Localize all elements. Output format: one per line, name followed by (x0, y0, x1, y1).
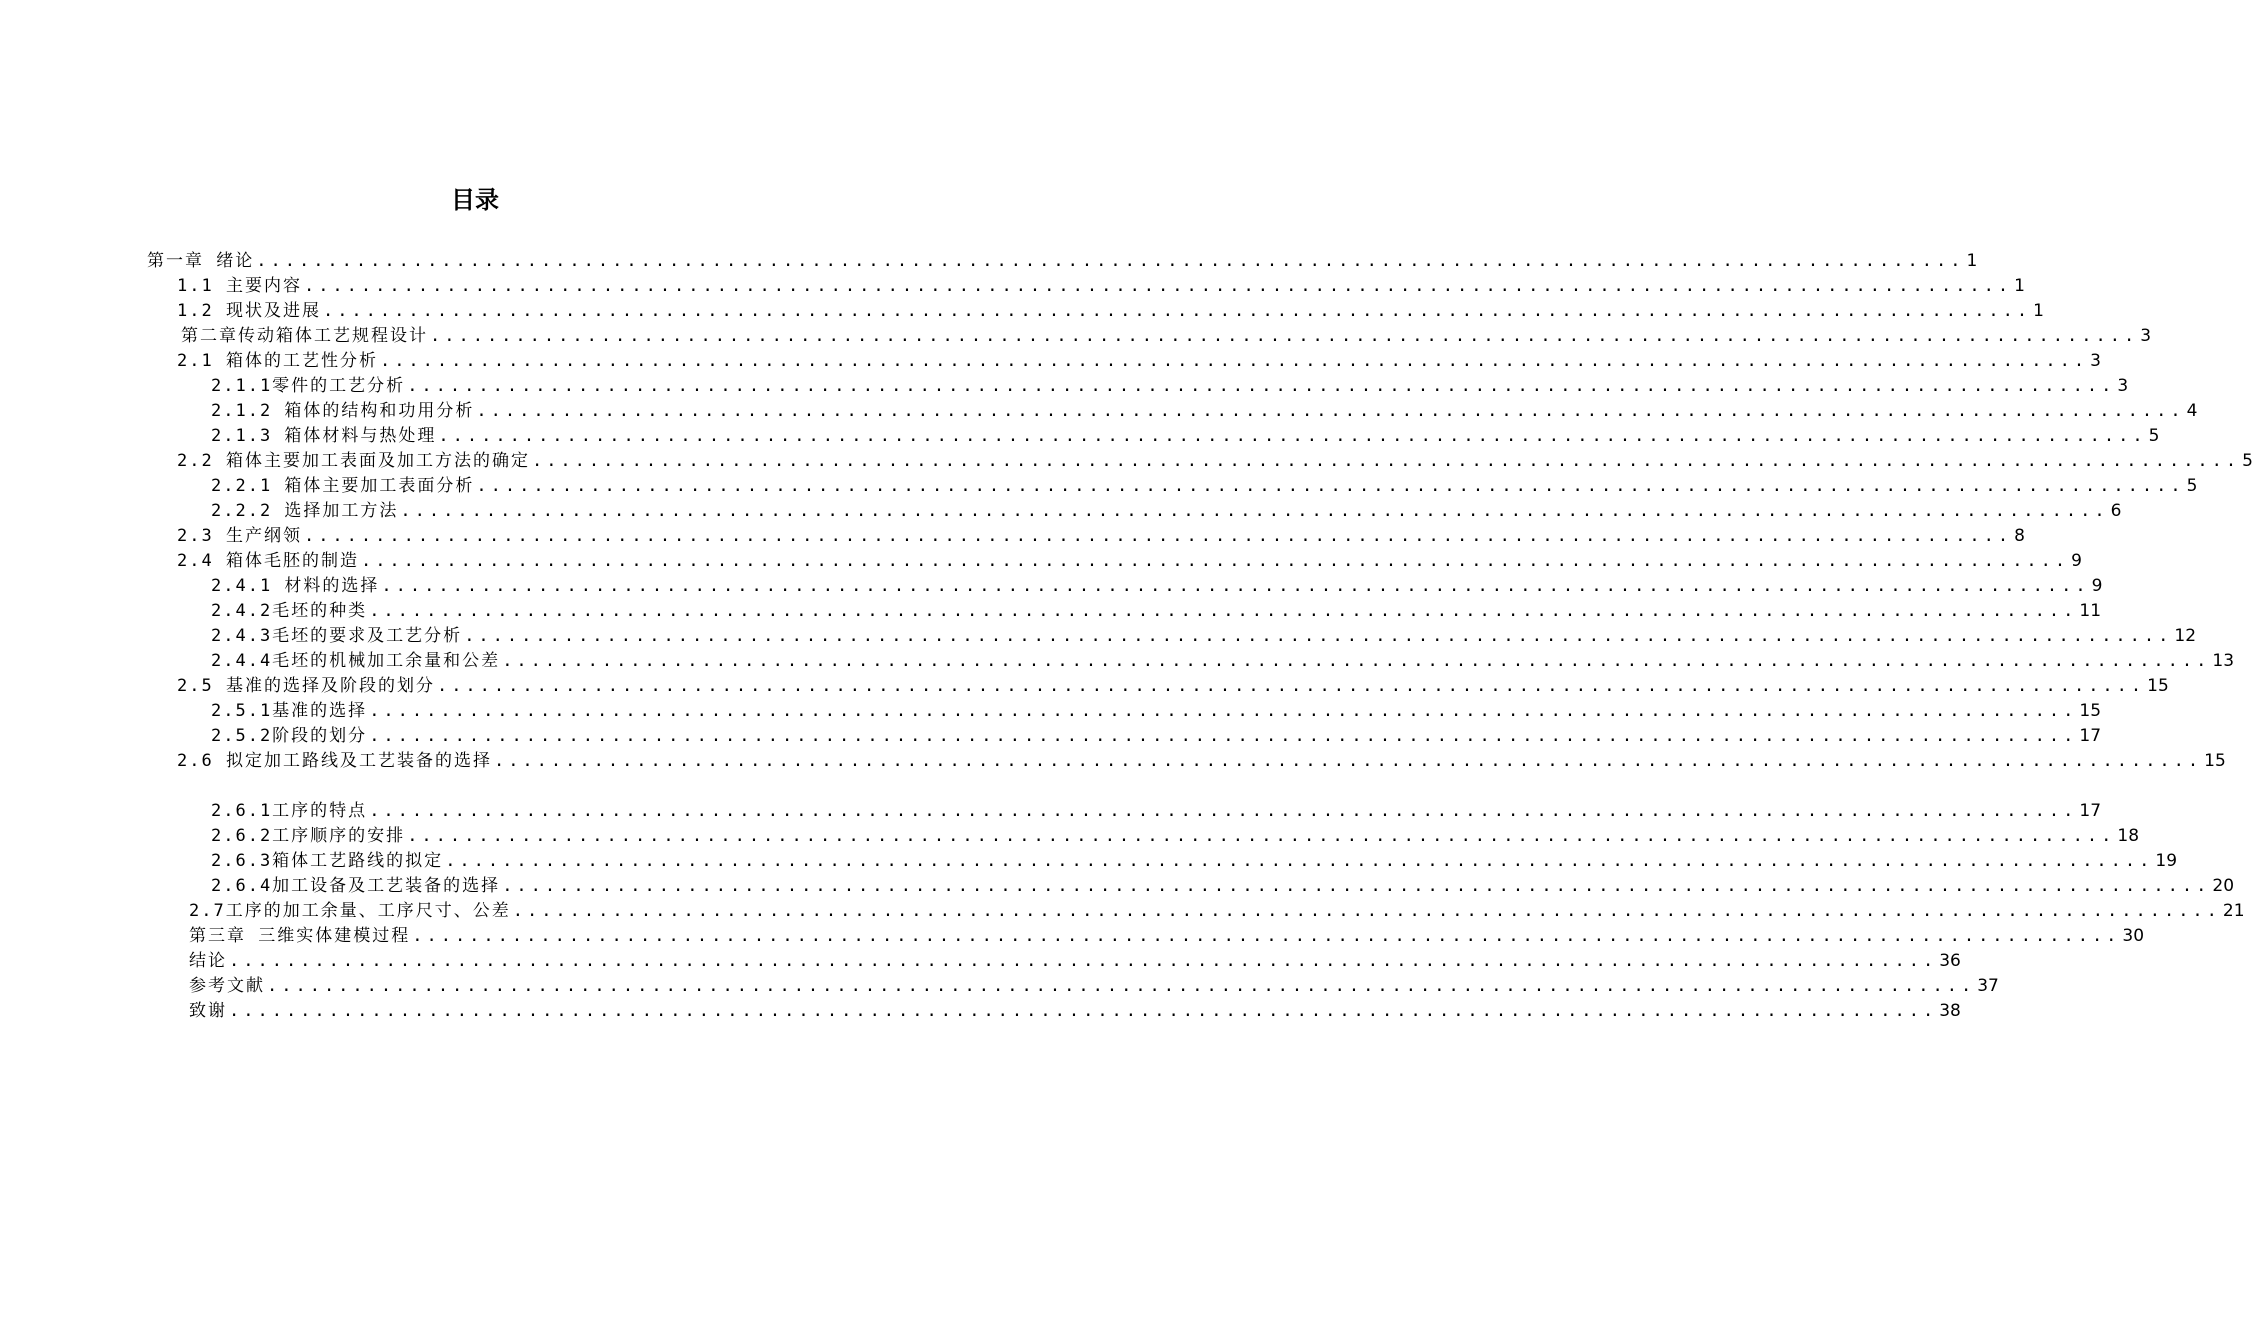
toc-entry[interactable] (177, 299, 2044, 323)
dot-leader: ........................................................................................................................ (438, 426, 2147, 446)
toc-entry[interactable] (211, 599, 2102, 623)
toc-entry-page-number: 15 (2204, 751, 2226, 771)
dot-leader: ........................................................................................................................ (430, 326, 2139, 346)
toc-entry-label: 1.1 主要内容 (177, 276, 302, 296)
toc-entry[interactable] (211, 649, 2235, 673)
toc-entry[interactable] (177, 549, 2082, 573)
toc-entry-page-number: 30 (2122, 926, 2145, 946)
toc-entry-label: 2.6.3箱体工艺路线的拟定 (211, 851, 444, 871)
toc-entry-label: 1.2 现状及进展 (177, 301, 321, 321)
toc-entry[interactable] (177, 524, 2025, 548)
toc-entry[interactable] (189, 899, 2245, 923)
toc-entry-label: 2.4 箱体毛胚的制造 (177, 551, 359, 571)
toc-entry-label: 第二章传动箱体工艺规程设计 (181, 326, 428, 346)
dot-leader: ........................................................................................................................ (436, 676, 2146, 696)
dot-leader: ........................................................................................................................ (267, 976, 1976, 996)
toc-entry[interactable] (181, 324, 2152, 348)
dot-leader: ........................................................................................................................ (445, 851, 2154, 871)
dot-leader: ........................................................................................................................ (303, 276, 2013, 296)
toc-entry-page-number: 5 (2148, 426, 2160, 446)
toc-entry[interactable] (211, 824, 2140, 848)
toc-entry[interactable] (211, 474, 2198, 498)
dot-leader: ........................................................................................................................ (476, 476, 2185, 496)
toc-entry-label: 2.1.3 箱体材料与热处理 (211, 426, 437, 446)
toc-entry[interactable] (211, 399, 2198, 423)
dot-leader: ........................................................................................................................ (400, 501, 2109, 521)
toc-entry-page-number: 3 (2090, 351, 2101, 371)
toc-entry-page-number: 3 (2140, 326, 2152, 346)
dot-leader: ........................................................................................................................ (381, 576, 2090, 596)
dot-leader: ........................................................................................................................ (229, 951, 1938, 971)
toc-entry-page-number: 5 (2242, 451, 2253, 471)
dot-leader: ........................................................................................................................ (512, 901, 2221, 921)
dot-leader: ........................................................................................................................ (322, 301, 2032, 321)
toc-entry-page-number: 13 (2212, 651, 2235, 671)
toc-entry[interactable] (211, 724, 2102, 748)
toc-entry[interactable] (189, 999, 1961, 1023)
toc-entry[interactable] (211, 874, 2235, 898)
toc-entry[interactable] (211, 699, 2102, 723)
toc-entry[interactable] (177, 674, 2169, 698)
toc-entry[interactable] (177, 274, 2025, 298)
dot-leader: ........................................................................................................................ (502, 876, 2211, 896)
dot-leader: ........................................................................................................................ (360, 551, 2070, 571)
toc-entry-page-number: 9 (2091, 576, 2103, 596)
toc-entry-label: 2.6.4加工设备及工艺装备的选择 (211, 876, 501, 896)
toc-entry-label: 2.2 箱体主要加工表面及加工方法的确定 (177, 451, 530, 471)
toc-entry-page-number: 1 (2014, 276, 2025, 296)
toc-entry-label: 第一章 绪论 (147, 251, 255, 271)
toc-entry-label: 致谢 (189, 1001, 227, 1021)
dot-leader: ........................................................................................................................ (256, 251, 1965, 271)
toc-entry-label: 2.6.1工序的特点 (211, 801, 368, 821)
toc-entry[interactable] (211, 624, 2197, 648)
toc-entry[interactable] (189, 949, 1961, 973)
toc-entry-page-number: 8 (2014, 526, 2025, 546)
dot-leader: ........................................................................................................................ (303, 526, 2013, 546)
toc-entry[interactable] (147, 249, 1978, 273)
toc-entry-page-number: 15 (2079, 701, 2102, 721)
toc-entry-page-number: 3 (2117, 376, 2129, 396)
toc-entry[interactable] (211, 849, 2178, 873)
dot-leader: ........................................................................................................................ (229, 1001, 1938, 1021)
toc-entry-page-number: 38 (1939, 1001, 1961, 1021)
toc-entry-page-number: 19 (2155, 851, 2178, 871)
toc-entry-page-number: 37 (1977, 976, 1999, 996)
toc-entry[interactable] (189, 924, 2145, 948)
toc-entry-label: 2.5.1基准的选择 (211, 701, 368, 721)
toc-title: 目录 (451, 186, 499, 214)
toc-entry-page-number: 11 (2079, 601, 2102, 621)
toc-entry-label: 2.6 拟定加工路线及工艺装备的选择 (177, 751, 492, 771)
toc-entry-page-number: 1 (2033, 301, 2044, 321)
toc-entry-label: 2.4.2毛坯的种类 (211, 601, 368, 621)
toc-entry-label: 2.1 箱体的工艺性分析 (177, 351, 378, 371)
toc-entry-page-number: 17 (2079, 726, 2102, 746)
toc-entry-page-number: 18 (2117, 826, 2140, 846)
toc-entry-page-number: 6 (2110, 501, 2122, 521)
toc-entry-label: 2.4.3毛坯的要求及工艺分析 (211, 626, 463, 646)
dot-leader: ........................................................................................................................ (369, 601, 2078, 621)
toc-entry-page-number: 4 (2186, 401, 2198, 421)
toc-entry-label: 2.4.1 材料的选择 (211, 576, 380, 596)
dot-leader: ........................................................................................................................ (407, 826, 2116, 846)
toc-entry-page-number: 1 (1966, 251, 1978, 271)
toc-entry-label: 2.1.2 箱体的结构和功用分析 (211, 401, 475, 421)
dot-leader: ........................................................................................................................ (369, 801, 2078, 821)
toc-entry-label: 2.7工序的加工余量、工序尺寸、公差 (189, 901, 511, 921)
dot-leader: ........................................................................................................................ (464, 626, 2173, 646)
toc-entry-label: 2.6.2工序顺序的安排 (211, 826, 406, 846)
toc-entry[interactable] (189, 974, 1999, 998)
toc-entry-label: 结论 (189, 951, 227, 971)
dot-leader: ........................................................................................................................ (412, 926, 2121, 946)
dot-leader: ........................................................................................................................ (493, 751, 2203, 771)
toc-entry-label: 2.5.2阶段的划分 (211, 726, 368, 746)
toc-entry-label: 参考文献 (189, 976, 265, 996)
toc-entry-page-number: 9 (2071, 551, 2082, 571)
toc-entry[interactable] (211, 799, 2102, 823)
toc-entry[interactable] (211, 574, 2103, 598)
toc-entry-label: 2.2.2 选择加工方法 (211, 501, 399, 521)
dot-leader: ........................................................................................................................ (369, 726, 2078, 746)
toc-entry-page-number: 17 (2079, 801, 2102, 821)
toc-entry[interactable] (177, 349, 2101, 373)
toc-entry[interactable] (177, 449, 2253, 473)
dot-leader: ........................................................................................................................ (531, 451, 2241, 471)
dot-leader: ........................................................................................................................ (476, 401, 2185, 421)
toc-entry-page-number: 20 (2212, 876, 2235, 896)
toc-entry-label: 2.1.1零件的工艺分析 (211, 376, 406, 396)
toc-entry-page-number: 36 (1939, 951, 1961, 971)
dot-leader: ........................................................................................................................ (407, 376, 2116, 396)
toc-entry-label: 2.4.4毛坯的机械加工余量和公差 (211, 651, 501, 671)
toc-entry-label: 2.2.1 箱体主要加工表面分析 (211, 476, 475, 496)
toc-entry-page-number: 5 (2186, 476, 2198, 496)
toc-entry[interactable] (211, 499, 2122, 523)
toc-entry-page-number: 12 (2174, 626, 2197, 646)
toc-entry-page-number: 15 (2147, 676, 2169, 696)
toc-entry[interactable] (211, 374, 2129, 398)
toc-entry-label: 2.3 生产纲领 (177, 526, 302, 546)
dot-leader: ........................................................................................................................ (502, 651, 2211, 671)
toc-entry[interactable] (177, 749, 2226, 773)
toc-entry[interactable] (211, 424, 2160, 448)
dot-leader: ........................................................................................................................ (379, 351, 2089, 371)
toc-entry-page-number: 21 (2222, 901, 2245, 921)
toc-entry-label: 2.5 基准的选择及阶段的划分 (177, 676, 435, 696)
toc-entry-label: 第三章 三维实体建模过程 (189, 926, 411, 946)
dot-leader: ........................................................................................................................ (369, 701, 2078, 721)
